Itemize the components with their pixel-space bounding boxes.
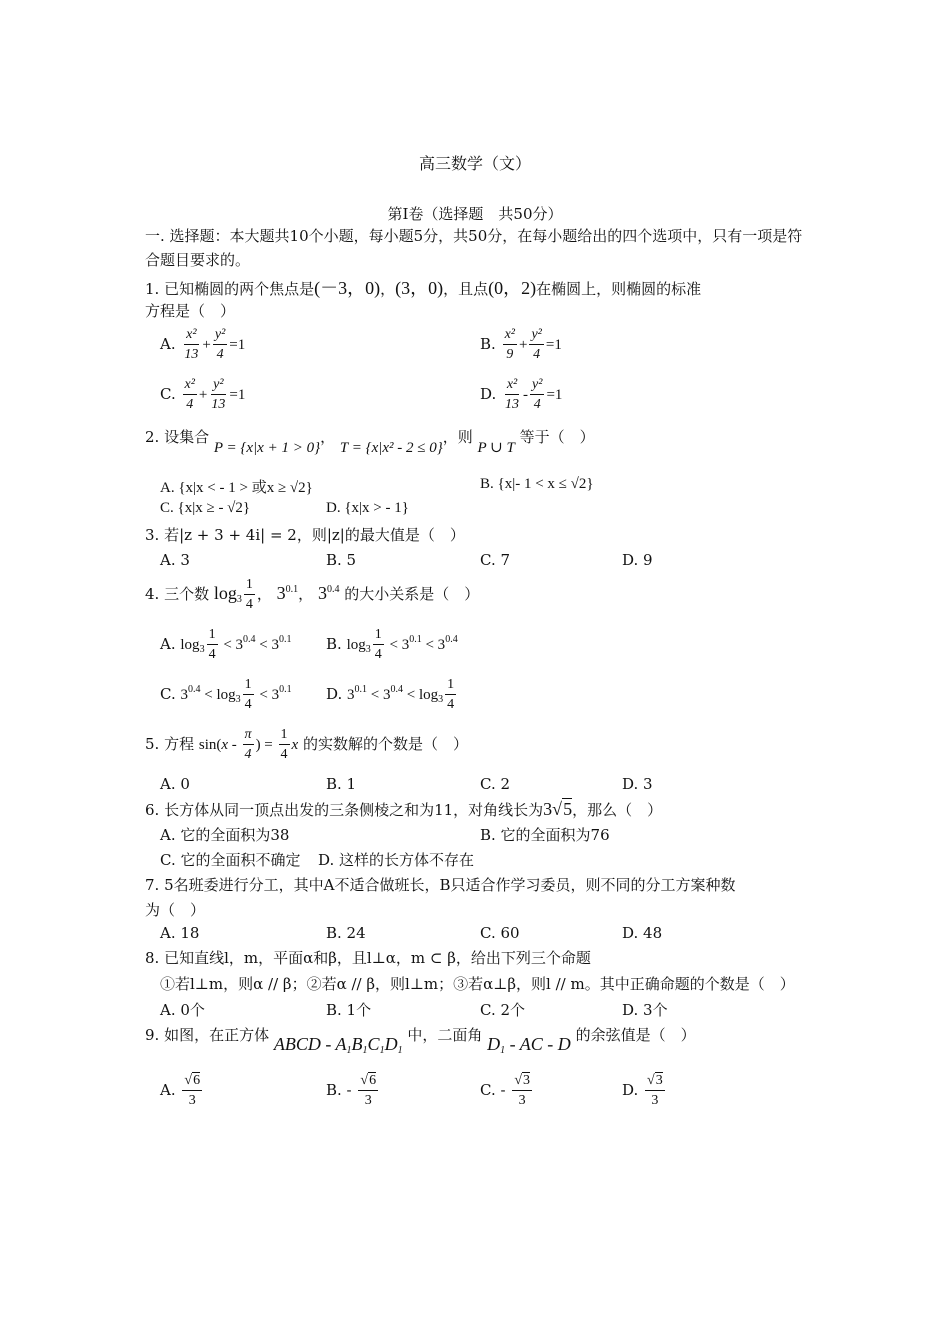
question-7-option-b: B. 24	[326, 924, 366, 942]
question-1-option-b: B. $\frac{\text{x²}}{9}$ + $\frac{\text{y²}}{4}$ =1	[480, 327, 562, 362]
question-6-option-c: C. 它的全面积不确定	[160, 851, 301, 869]
instructions: 一. 选择题：本大题共10个小题，每小题5分，共50分，在每小题给出的四个选项中，只有一项是符合题目要求的。	[145, 227, 803, 269]
question-4-option-c: C. $3^{0.4} < \log_3$ $\frac{1}{4}$ < $3^{0.1}$	[160, 677, 292, 712]
question-7-option-d: D. 48	[622, 924, 663, 942]
question-8-option-c: C. 2个	[480, 1001, 526, 1019]
question-2-option-d: D. {x|x > - 1}	[326, 500, 409, 516]
question-5-stem: 5. 方程 sin(x - $\frac{\pi}{4}$ ) = $\frac{1}{4}$ x 的实数解的个数是（ ）	[145, 727, 468, 762]
question-8-stem-cont: ①若l⊥m，则α // β；②若α // β，则l⊥m；③若α⊥β，则l // m。其中正确命题的个数是（ ）	[160, 975, 795, 993]
question-5-option-c: C. 2	[480, 775, 511, 793]
question-7-stem-cont: 为（ ）	[145, 901, 206, 919]
question-2-option-c: C. {x|x ≥ - √2}	[160, 500, 251, 516]
question-1-option-c: C. $\frac{\text{x²}}{4}$ + $\frac{\text{y²}}{13}$ =1	[160, 377, 246, 412]
question-7-option-a: A. 18	[160, 924, 200, 942]
question-3-stem: 3. 若|z + 3 + 4i| = 2，则|z|的最大值是（ ）	[145, 526, 465, 544]
question-2-option-b: B. {x|- 1 < x ≤ √2}	[480, 476, 594, 492]
question-1-stem: 1. 已知椭圆的两个焦点是(－3，0)，(3，0)，且点(0，2)在椭圆上，则椭圆的标准	[145, 278, 702, 298]
question-9-option-a: A. $\frac{√6}{3}$	[160, 1073, 201, 1108]
question-4-stem: 4. 三个数 $\log_3$ $\frac{1}{4}$ ， $3^{0.1}$， $3^{0.4}$ 的大小关系是（ ）	[145, 577, 480, 612]
question-8-option-d: D. 3个	[622, 1001, 668, 1019]
question-8-option-b: B. 1个	[326, 1001, 372, 1019]
question-2-stem: 2. 设集合 P = {x|x + 1 > 0}， T = {x|x² - 2 ≤ 0}，则 P ∪ T 等于（ ）	[145, 428, 595, 456]
question-4-option-a: A. $\log_3$ $\frac{1}{4}$ < $3^{0.4} < 3^{0.1}$	[160, 627, 292, 662]
question-9-option-d: D. $\frac{√3}{3}$	[622, 1073, 663, 1108]
question-9-option-c: C. - $\frac{√3}{3}$	[480, 1073, 531, 1108]
question-1-option-a: A. $\frac{\text{x²}}{13}$ + $\frac{\text{y²}}{4}$ =1	[160, 327, 246, 362]
question-2-option-a: A. {x|x < - 1 > 或x ≥ √2}	[160, 480, 313, 496]
question-8-stem: 8. 已知直线l，m，平面α和β，且l⊥α，m ⊂ β，给出下列三个命题	[145, 949, 591, 967]
question-6-option-a: A. 它的全面积为38	[160, 826, 290, 844]
page-title: 高三数学（文）	[418, 154, 531, 173]
question-6-option-d: D. 这样的长方体不存在	[318, 851, 475, 869]
question-4-option-b: B. $\log_3$ $\frac{1}{4}$ < $3^{0.1} < 3^{0.4}$	[326, 627, 458, 662]
question-3-option-a: A. 3	[160, 551, 190, 569]
question-1-stem-cont: 方程是（ ）	[145, 302, 236, 320]
question-3-option-c: C. 7	[480, 551, 511, 569]
question-7-stem: 7. 5名班委进行分工，其中A不适合做班长，B只适合作学习委员，则不同的分工方案种数	[145, 876, 736, 894]
question-5-option-d: D. 3	[622, 775, 653, 793]
question-4-option-d: D. $3^{0.1} < 3^{0.4} < \log_3$ $\frac{1}{4}$	[326, 677, 455, 712]
question-5-option-b: B. 1	[326, 775, 357, 793]
question-7-option-c: C. 60	[480, 924, 520, 942]
question-1-option-d: D. $\frac{\text{x²}}{13}$ - $\frac{\text{y²}}{4}$ =1	[480, 377, 563, 412]
question-8-option-a: A. 0个	[160, 1001, 205, 1019]
question-3-option-b: B. 5	[326, 551, 357, 569]
question-9-stem: 9. 如图，在正方体 ABCD - $A_1B_1C_1D_1$ 中，二面角 $D_1$ - AC - D 的余弦值是（ ）	[145, 1026, 696, 1056]
section-title: 第Ⅰ卷（选择题 共50分）	[387, 205, 563, 223]
question-6-option-b: B. 它的全面积为76	[480, 826, 610, 844]
question-3-option-d: D. 9	[622, 551, 653, 569]
question-6-stem: 6. 长方体从同一顶点出发的三条侧棱之和为11，对角线长为3√5，那么（ ）	[145, 799, 663, 819]
question-9-option-b: B. - $\frac{√6}{3}$	[326, 1073, 377, 1108]
question-5-option-a: A. 0	[160, 775, 190, 793]
